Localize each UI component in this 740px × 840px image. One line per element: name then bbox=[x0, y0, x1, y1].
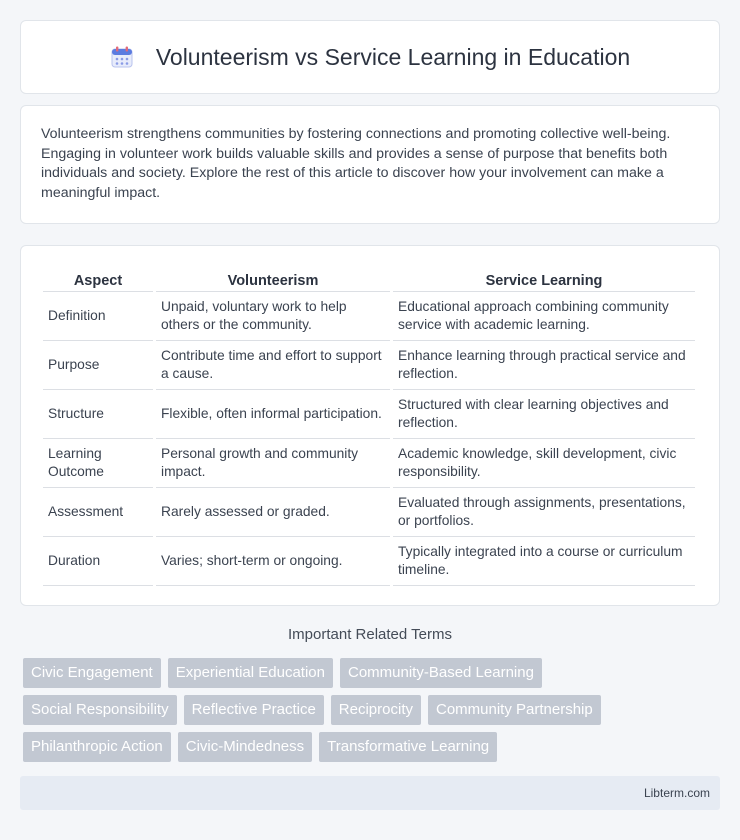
footer bbox=[20, 776, 720, 810]
table-cell: Flexible, often informal participation. bbox=[156, 390, 390, 439]
table-cell: Unpaid, voluntary work to help others or the community. bbox=[156, 292, 390, 341]
tag-row bbox=[23, 658, 723, 688]
related-terms-title: Important Related Terms bbox=[288, 626, 452, 643]
comparison-table bbox=[40, 266, 698, 586]
table-row bbox=[43, 292, 695, 341]
table-cell: Educational approach combining community service with academic learning. bbox=[393, 292, 695, 341]
related-term-tag[interactable]: Transformative Learning bbox=[319, 732, 497, 762]
related-term-tag[interactable]: Community Partnership bbox=[428, 695, 601, 725]
table-row bbox=[43, 439, 695, 488]
intro-text: Volunteerism strengthens communities by fostering connections and promoting collective well-being. Engaging in volunteer work builds valuable skills and provides a sense of purpose that benefits both individuals and society. Explore the rest of this article to discover how your involvement can make a meaningful impact. bbox=[41, 126, 671, 201]
table-cell: Academic knowledge, skill development, civic responsibility. bbox=[393, 439, 695, 488]
table-cell: Typically integrated into a course or curriculum timeline. bbox=[393, 537, 695, 586]
header-card bbox=[20, 20, 720, 94]
table-cell: Contribute time and effort to support a cause. bbox=[156, 341, 390, 390]
table-cell: Evaluated through assignments, presentations, or portfolios. bbox=[393, 488, 695, 537]
table-header-row bbox=[43, 266, 695, 292]
intro-card bbox=[20, 105, 720, 224]
column-header: Aspect bbox=[43, 266, 153, 292]
related-term-tag[interactable]: Experiential Education bbox=[168, 658, 333, 688]
table-cell: Purpose bbox=[43, 341, 153, 390]
related-term-tag[interactable]: Philanthropic Action bbox=[23, 732, 171, 762]
column-header: Service Learning bbox=[393, 266, 695, 292]
related-term-tag[interactable]: Civic-Mindedness bbox=[178, 732, 312, 762]
comparison-table-card bbox=[20, 245, 720, 606]
related-term-tag[interactable]: Reciprocity bbox=[331, 695, 421, 725]
table-cell: Enhance learning through practical service and reflection. bbox=[393, 341, 695, 390]
table-cell: Structure bbox=[43, 390, 153, 439]
footer-site-link[interactable]: Libterm.com bbox=[643, 786, 710, 800]
related-terms-tags bbox=[23, 658, 723, 769]
page-title: Volunteerism vs Service Learning in Education bbox=[155, 43, 631, 70]
table-cell: Structured with clear learning objectives and reflection. bbox=[393, 390, 695, 439]
table-cell: Learning Outcome bbox=[43, 439, 153, 488]
related-term-tag[interactable]: Civic Engagement bbox=[23, 658, 161, 688]
table-cell: Duration bbox=[43, 537, 153, 586]
tag-row bbox=[23, 695, 723, 725]
related-term-tag[interactable]: Social Responsibility bbox=[23, 695, 177, 725]
table-row bbox=[43, 537, 695, 586]
table-row bbox=[43, 488, 695, 537]
tag-row bbox=[23, 732, 723, 762]
related-term-tag[interactable]: Community-Based Learning bbox=[340, 658, 542, 688]
related-term-tag[interactable]: Reflective Practice bbox=[184, 695, 324, 725]
table-row bbox=[43, 390, 695, 439]
column-header: Volunteerism bbox=[156, 266, 390, 292]
calendar-icon bbox=[110, 45, 134, 69]
table-cell: Personal growth and community impact. bbox=[156, 439, 390, 488]
table-cell: Assessment bbox=[43, 488, 153, 537]
table-row bbox=[43, 341, 695, 390]
table-cell: Rarely assessed or graded. bbox=[156, 488, 390, 537]
table-cell: Definition bbox=[43, 292, 153, 341]
table-cell: Varies; short-term or ongoing. bbox=[156, 537, 390, 586]
